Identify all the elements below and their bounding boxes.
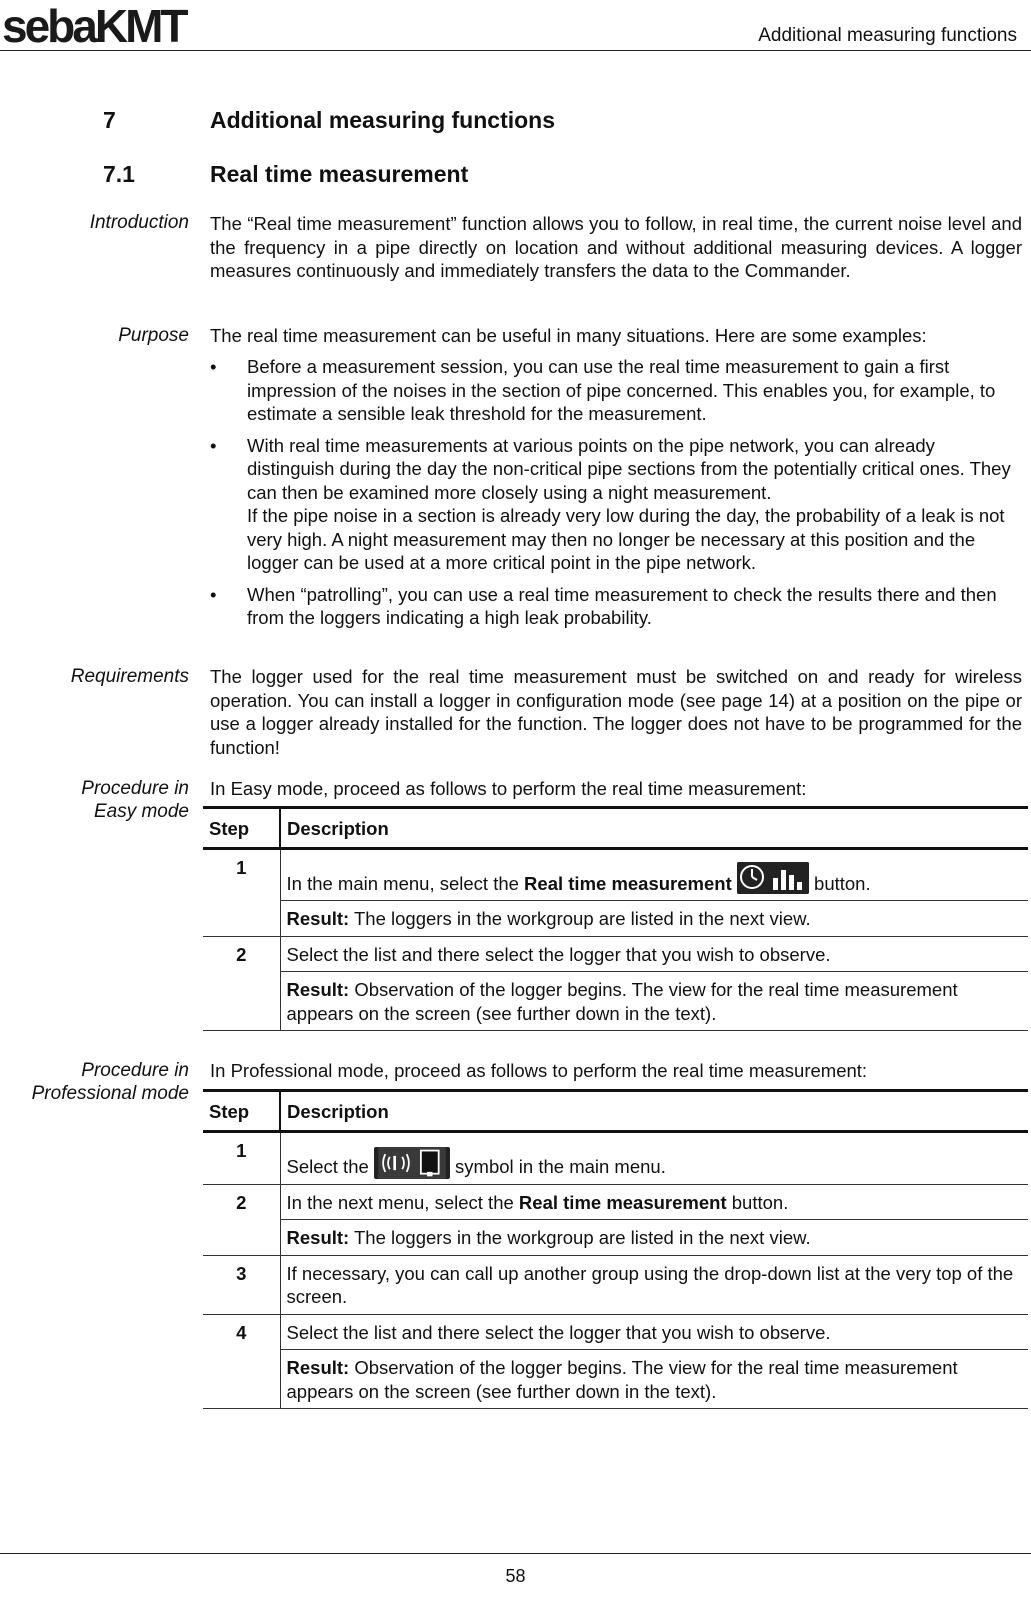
page-number: 58 [505, 1566, 526, 1586]
wireless-logger-symbol-icon [374, 1147, 450, 1179]
table-row [203, 1184, 1028, 1220]
table-row [203, 1220, 1028, 1256]
table-header-row [203, 808, 1028, 849]
step-result: Result: The loggers in the workgroup are listed in the next view. [280, 901, 1028, 937]
step-description: Select the list and there select the logger that you wish to observe. [280, 1314, 1028, 1350]
table-row [203, 1131, 1028, 1184]
table-header-row [203, 1091, 1028, 1132]
bullet-text: When “patrolling”, you can use a real time measurement to check the results there and then from the loggers indicating a high leak probability. [247, 583, 997, 628]
subsection-title: Real time measurement [210, 161, 469, 187]
column-header-description: Description [280, 808, 1028, 849]
step-result: Result: Observation of the logger begins. The view for the real time measurement appears on the screen (see further down in the text). [280, 1350, 1028, 1409]
professional-mode-label-line1: Procedure in [81, 1060, 189, 1081]
purpose-bullet-list [210, 355, 1022, 638]
requirements-label: Requirements [70, 666, 189, 687]
step-number: 4 [203, 1314, 280, 1409]
easy-mode-label-line2: Easy mode [93, 801, 189, 822]
bullet-icon: • [210, 356, 217, 377]
step-result: Result: The loggers in the workgroup are listed in the next view. [280, 1220, 1028, 1256]
purpose-label: Purpose [118, 325, 189, 346]
easy-mode-label [81, 777, 189, 823]
column-header-step: Step [203, 808, 280, 849]
professional-mode-label-line2: Professional mode [31, 1083, 189, 1104]
table-row [203, 848, 1028, 901]
step-number: 2 [203, 1184, 280, 1255]
step-number: 3 [203, 1255, 280, 1314]
professional-mode-intro: In Professional mode, proceed as follows to perform the real time measurement: [210, 1060, 868, 1081]
bullet-icon: • [210, 583, 217, 605]
footer-divider [0, 1553, 1031, 1554]
step-description: Select the list and there select the logger that you wish to observe. [280, 936, 1028, 972]
step-number: 2 [203, 936, 280, 1031]
table-row [203, 1314, 1028, 1350]
section-title: Additional measuring functions [210, 107, 556, 133]
subsection-number: 7.1 [103, 161, 135, 187]
table-row [203, 901, 1028, 937]
table-row [203, 972, 1028, 1031]
step-result: Result: Observation of the logger begins. The view for the real time measurement appears on the screen (see further down in the text). [280, 972, 1028, 1031]
bullet-icon: • [210, 434, 217, 456]
column-header-step: Step [203, 1091, 280, 1132]
column-header-description: Description [280, 1091, 1028, 1132]
professional-mode-steps-table [203, 1089, 1028, 1409]
easy-mode-label-line1: Procedure in [81, 778, 189, 799]
step-description: Select the symbol in the main menu. [280, 1131, 1028, 1184]
section-number: 7 [103, 107, 116, 133]
bullet-text: Before a measurement session, you can use the real time measurement to gain a first impression of the noises in the section of pipe concerned. This enables you, for example, to estimate a sensible leak threshold for the measurement. [247, 356, 996, 424]
step-description: If necessary, you can call up another group using the drop-down list at the very top of the screen. [280, 1255, 1028, 1314]
button-name: Real time measurement [518, 1191, 727, 1213]
easy-mode-intro: In Easy mode, proceed as follows to perform the real time measurement: [210, 778, 807, 799]
header-title: Additional measuring functions [758, 25, 1017, 46]
sebakmt-logo [2, 4, 232, 48]
introduction-text: The “Real time measurement” function allows you to follow, in real time, the current noise level and the frequency in a pipe directly on location and without additional measuring devices. A logger measures continuously and immediately transfers the data to the Commander. [210, 213, 1022, 281]
bullet-item [210, 434, 1022, 575]
header-divider [0, 50, 1031, 51]
button-name: Real time measurement [524, 872, 732, 894]
purpose-text: The real time measurement can be useful in many situations. Here are some examples: [210, 325, 927, 346]
introduction-label: Introduction [89, 212, 189, 233]
easy-mode-steps-table [203, 806, 1028, 1031]
bullet-item [210, 583, 1022, 630]
bullet-text-continued: If the pipe noise in a section is already very low during the day, the probability of a leak is not very high. A night measurement may then no longer be necessary at this position and the logger can be used at a more critical point in the pipe network. [247, 505, 1005, 573]
svg-text:sebaKMT: sebaKMT [2, 4, 186, 48]
requirements-text: The logger used for the real time measurement must be switched on and ready for wireless operation. You can install a logger in configuration mode (see page 14) at a position on the pipe or use a logger already installed for the function. The logger does not have to be programmed for the function! [210, 666, 1022, 758]
bullet-item [210, 355, 1022, 426]
table-row [203, 936, 1028, 972]
step-description: In the main menu, select the Real time measurement button. [280, 848, 1028, 901]
professional-mode-label [32, 1059, 189, 1105]
step-description: In the next menu, select the Real time measurement button. [280, 1184, 1028, 1220]
table-row [203, 1350, 1028, 1409]
bullet-text: With real time measurements at various points on the pipe network, you can already distinguish during the day the non-critical pipe sections from the potentially critical ones. They can then be examined more closely using a night measurement. [247, 434, 1011, 503]
step-number: 1 [203, 848, 280, 936]
table-row [203, 1255, 1028, 1314]
real-time-measurement-button-icon [737, 862, 809, 894]
step-number: 1 [203, 1131, 280, 1184]
